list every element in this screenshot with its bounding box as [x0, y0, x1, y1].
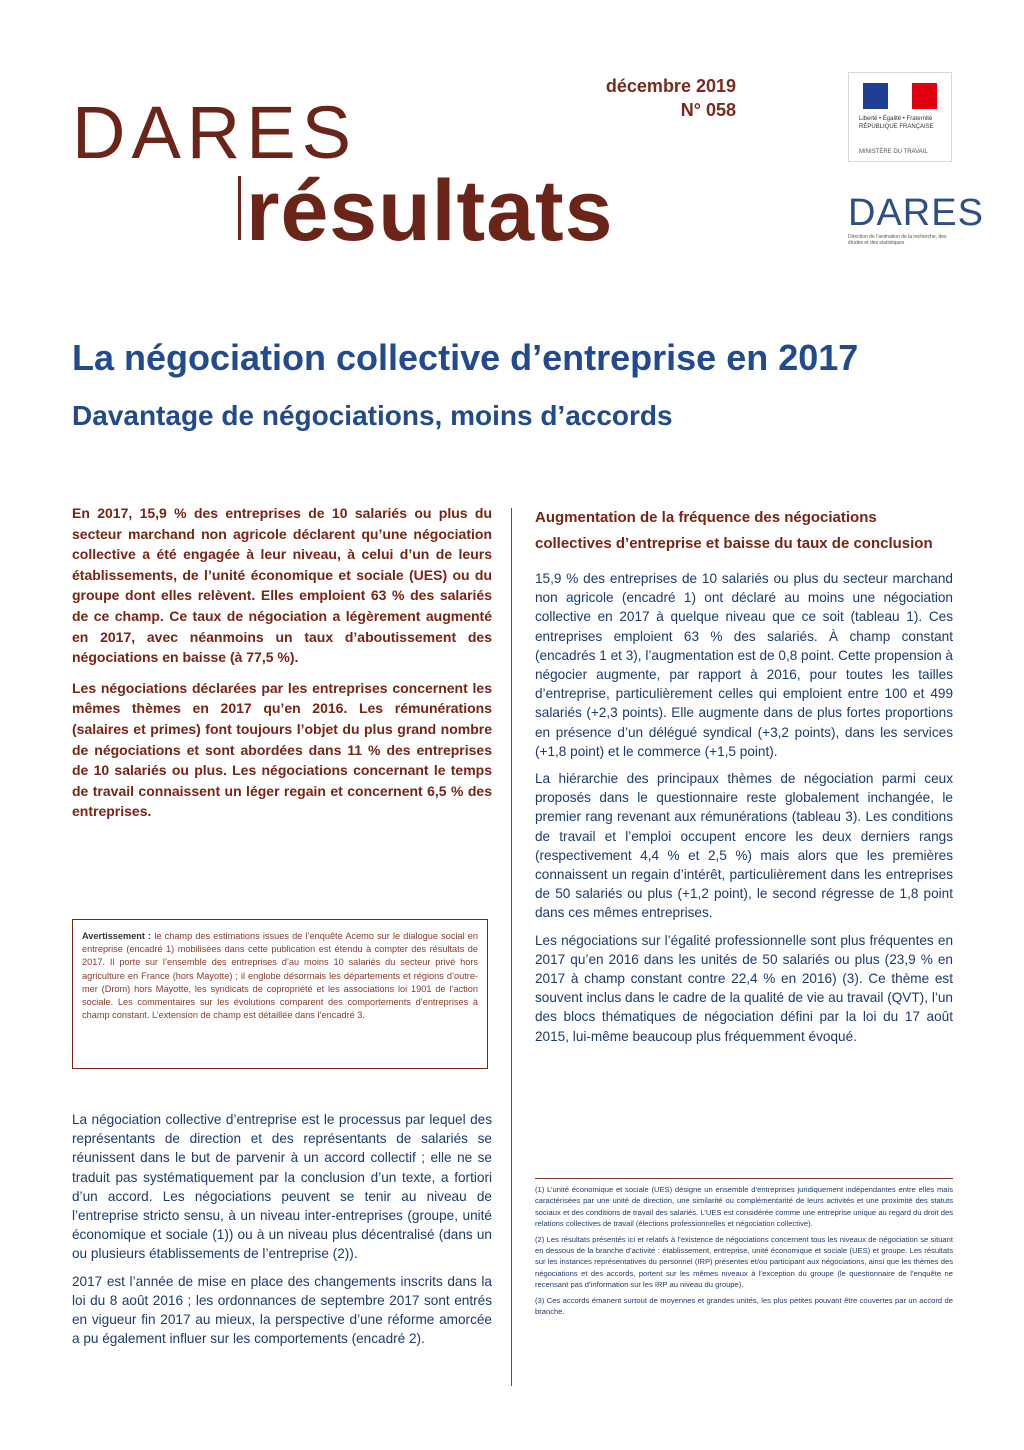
dares-logo: DARES: [72, 91, 357, 174]
section-paragraph: La hiérarchie des principaux thèmes de négociation parmi ceux proposés dans le questionnaire reste globalement inchangée, le premier rang revenant aux rémunérations (tableau 3). Les conditions de travail et l’emploi occupent encore les deux derniers rangs (respectivement 4,4 % et 2,5 %) mais alors que les premières connaissent un regain d’intérêt, particulièrement dans les entreprises de 50 salariés ou plus (+1,2 point), le second régresse de 1,8 point dans ces mêmes entreprises.: [535, 771, 953, 921]
body-paragraph: La négociation collective d’entreprise est le processus par lequel des représentants de direction et des représentants de salariés se réunissent dans le but de parvenir à un accord collectif ; elle ne se traduit pas systématiquement par la conclusion d’un texte, a fortiori d’un accord. Les négociations peuvent se tenir au niveau de l’entreprise stricto sensu, à un niveau inter-entreprises (groupe, unité économique et sociale (1)) ou à un niveau plus décentralisé (dans un ou plusieurs établissements de l’entreprise (2)).: [72, 1112, 492, 1262]
warning-body: le champ des estimations issues de l’enquête Acemo sur le dialogue social en entreprise (encadré 1) mobilisées dans cette publication est étendu à compter des résultats de 2017. Il porte sur l’ensemble des entreprises d’au moins 10 salariés du secteur privé hors agriculture en France (hors Mayotte) ; il englobe désormais les départements et régions d’outre-mer (Drom) hors Mayotte, les syndicats de copropriété et les associations loi 1901 de l’action sociale. Les commentaires sur les évolutions comparent des comportements d’entreprises à champ constant. L’extension de champ est détaillée dans l’encadré 3.: [82, 931, 478, 1021]
abstract: [72, 503, 492, 832]
logo-divider: [238, 176, 241, 240]
issue-date: décembre 2019: [605, 76, 736, 96]
republic-text: Liberté • Égalité • Fraternité RÉPUBLIQUE FRANÇAISE: [859, 116, 934, 130]
abstract-paragraph: En 2017, 15,9 % des entreprises de 10 salariés ou plus du secteur marchand non agricole déclarent qu’une négociation collective a été engagée à leur niveau, à celui d’un de leurs établissements, de l’unité économique et sociale (UES) ou du groupe dont elles relèvent. Elles emploient 63 % des salariés de ce champ. Ce taux de négociation a légèrement augmenté en 2017, avec néanmoins un taux d’aboutissement des négociations en baisse (à 77,5 %).: [72, 505, 492, 666]
ministry-logo: [848, 72, 952, 162]
french-flag-icon: [863, 83, 937, 109]
warning-box: [72, 919, 488, 1069]
ministry-text: MINISTÈRE DU TRAVAIL: [859, 149, 928, 155]
footnote: (3) Ces accords émanent surtout de moyennes et grandes unités, les plus petites pouvant être couvertes par un accord de branche.: [535, 1295, 953, 1317]
body-paragraph: 2017 est l’année de mise en place des changements inscrits dans la loi du 8 août 2016 ; les ordonnances de septembre 2017 sont entrés en vigueur fin 2017 au mieux, la perspective d’une réforme amorcée a pu également influer sur les comportements (encadré 2).: [72, 1273, 492, 1347]
issue-info: [606, 74, 736, 122]
issue-number: N° 058: [680, 100, 736, 120]
series-title: résultats: [246, 163, 614, 259]
footnote: (1) L’unité économique et sociale (UES) désigne un ensemble d’entreprises juridiquement indépendantes entre elles mais caractérisées par une unité de direction, une similarité ou complémentarité de leurs activités et une proximité des statuts sociaux et des conditions de travail des salariés. L’UES est considérée comme une entreprise unique au regard du droit des relations collectives de travail (élections professionnelles et négociation collective).: [535, 1185, 953, 1229]
intro-text: [72, 1110, 492, 1356]
footnote: (2) Les résultats présentés ici et relatifs à l’existence de négociations concernent tous les niveaux de négociation se situant en dessous de la branche d’activité : établissement, entreprise, unité économique et sociale (UES) et groupe. Les résultats sur les instances représentatives du personnel (IRP) présentes et/ou participant aux négociations, ainsi que les thèmes des négociations et des accords, portent sur les mêmes niveaux à l’exception du groupe (le questionnaire de l’enquête ne recensant pas d’information sur les IRP au niveau du groupe).: [535, 1234, 953, 1290]
section-heading: Augmentation de la fréquence des négociations collectives d’entreprise et baisse du taux de conclusion: [535, 509, 933, 552]
dares-small-subtitle: Direction de l'animation de la recherche, des études et des statistiques: [848, 234, 947, 246]
abstract-paragraph: Les négociations déclarées par les entreprises concernent les mêmes thèmes en 2017 qu’en 2016. Les rémunérations (salaires et primes) font toujours l’objet du plus grand nombre de négociations et sont abordées dans 11 % des entreprises de 10 salariés ou plus. Les négociations concernant le temps de travail connaissent un léger regain et concernent 6,5 % des entreprises.: [72, 679, 492, 820]
page-title: La négociation collective d’entreprise en 2017: [72, 337, 859, 378]
footnote-rule: [535, 1178, 953, 1179]
section-main: [535, 505, 953, 1054]
column-divider: [511, 508, 512, 1386]
section-paragraph: 15,9 % des entreprises de 10 salariés ou plus du secteur marchand non agricole (encadré 1) ont déclaré au moins une négociation collective en 2017 à quelque niveau que ce soit (tableau 1). Ces entreprises emploient 63 % des salariés. À champ constant (encadrés 1 et 3), l’augmentation est de 0,8 point. Cette propension à négocier augmente, par rapport à 2016, pour toutes les tailles d’entreprise, particulièrement celles qui emploient entre 100 et 499 salariés (+2,3 points). Elle augmente dans de plus fortes proportions en présence d’un délégué syndical (+3,2 points), dans les services (+1,8 point) et le commerce (+1,5 point).: [535, 571, 953, 759]
section-paragraph: Les négociations sur l’égalité professionnelle sont plus fréquentes en 2017 qu’en 2016 dans les unités de 50 salariés ou plus (23,9 % en 2017 à champ constant contre 22,4 % en 2016) (3). Ce thème est souvent inclus dans le cadre de la qualité de vie au travail (QVT), l’un des blocs thématiques de négociation défini par la loi du 17 août 2015, lui-même beaucoup plus fréquemment évoqué.: [535, 932, 953, 1044]
warning-label: Avertissement :: [82, 931, 152, 941]
page-subtitle: Davantage de négociations, moins d’accords: [72, 400, 673, 431]
warning-text: [82, 930, 478, 1022]
dares-small-logo: DARES: [848, 192, 984, 234]
footnotes: [535, 1184, 953, 1321]
